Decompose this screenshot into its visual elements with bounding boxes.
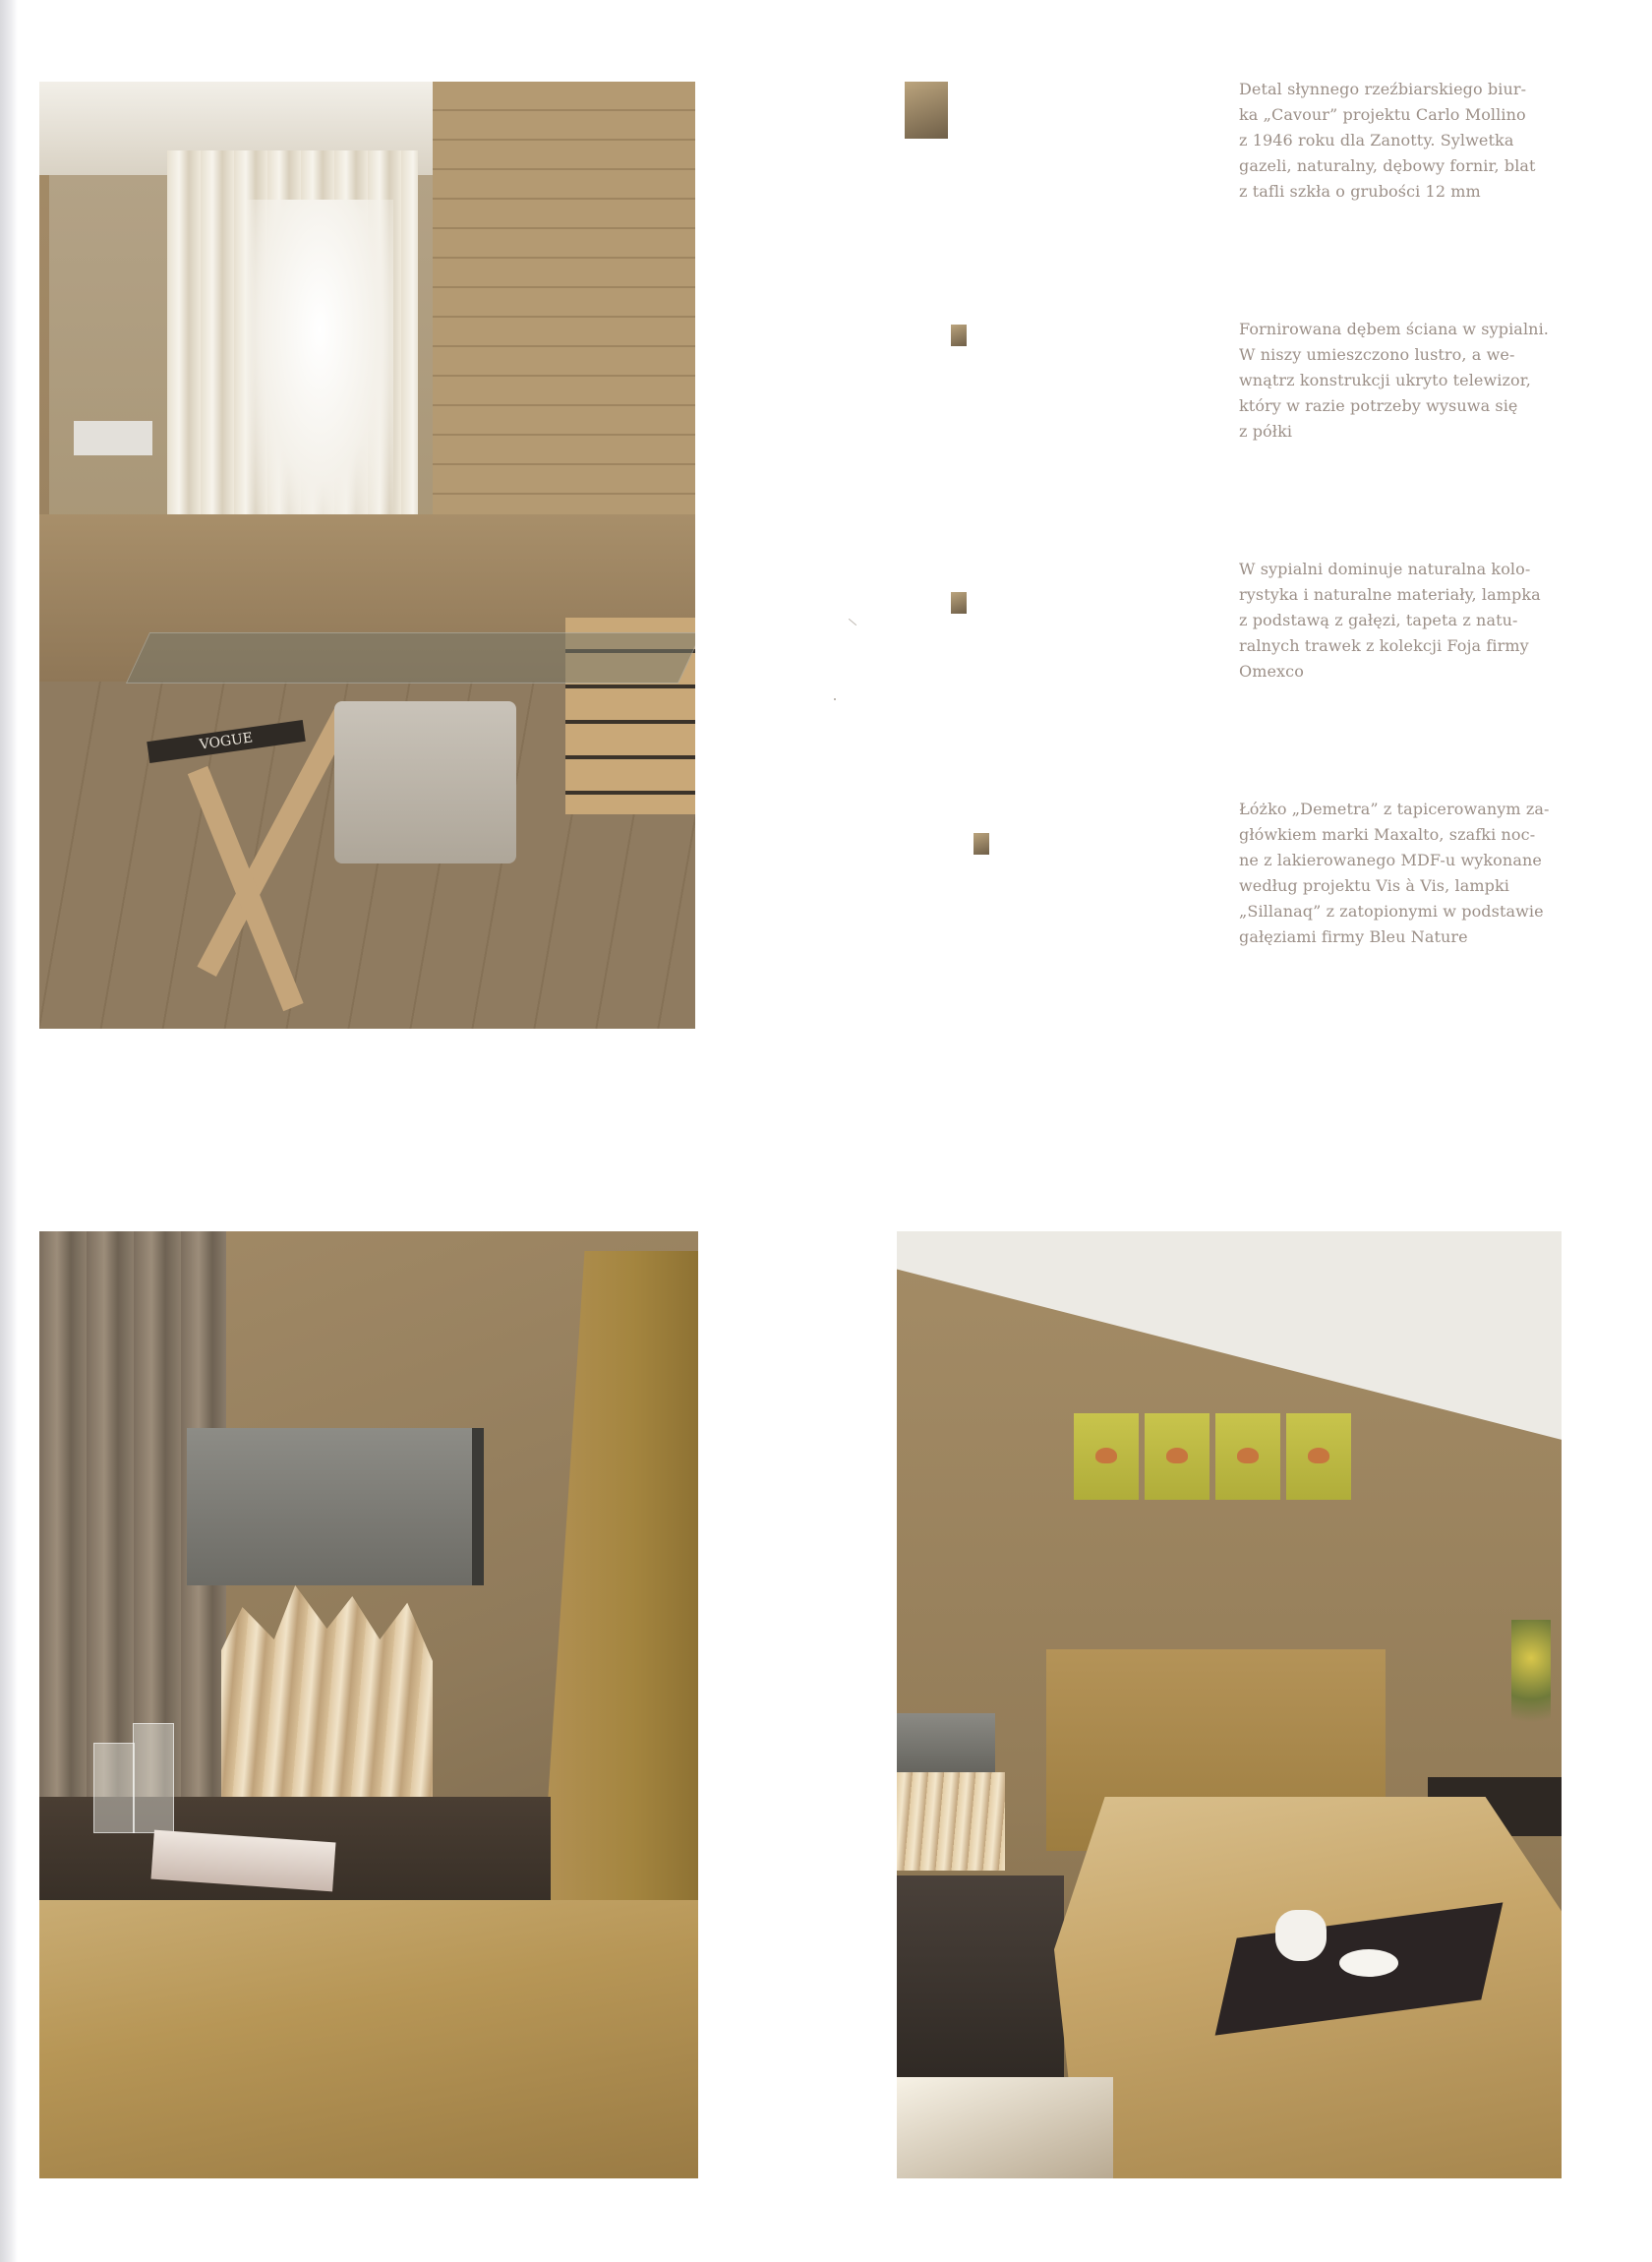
table-lamp <box>74 421 152 455</box>
thumbnail-bed <box>974 833 989 855</box>
photo-bedroom <box>897 1231 1562 2178</box>
paper-speck <box>849 619 856 625</box>
page-binding-edge <box>0 0 18 2262</box>
art-panel <box>1145 1413 1210 1500</box>
magazine: VOGUE <box>147 720 306 763</box>
upholstered-pouf <box>334 701 516 863</box>
desk-glass-top <box>126 632 695 684</box>
photo-bedside-lamp <box>39 1231 698 2178</box>
art-panel <box>1074 1413 1139 1500</box>
lamp-shade-left <box>897 1713 995 1772</box>
teapot <box>1275 1910 1327 1961</box>
plate <box>1339 1949 1398 1977</box>
caption-desk: Detal słynnego rzeźbiarskiego biur- ka „Cavour” projektu Carlo Mollino z 1946 roku dla Zanotty. Sylwetka gazeli, naturalny, dębowy fornir, blat z tafli szkła o grubości 12 mm <box>1239 80 1536 201</box>
photo-cavour-desk <box>39 82 695 1029</box>
flowers <box>1511 1620 1551 1748</box>
sunlit-floor <box>897 2077 1113 2178</box>
lamp-base-left <box>897 1772 1005 1871</box>
lampshade <box>187 1428 472 1585</box>
bed-throw <box>39 1900 698 2178</box>
thumbnail-desk <box>905 82 948 139</box>
carafe <box>133 1723 174 1833</box>
caption-lamp: W sypialni dominuje naturalna kolo- rystyka i naturalne materiały, lampka z podstawą z gałęzi, tapeta z natu- ralnych trawek z kolekcji Foja firmy Omexco <box>1239 560 1541 681</box>
caption-bed: Łóżko „Demetra” z tapicerowanym za- główkiem marki Maxalto, szafki noc- ne z lakierowanego MDF-u wykonane według projektu Vis à Vis, lampki „Sillanaq” z zatopionymi w podstawie gałęziami firmy Bleu Nature <box>1239 800 1550 946</box>
water-glass <box>93 1743 135 1833</box>
art-panel <box>1215 1413 1280 1500</box>
nightstand-left <box>897 1875 1064 2082</box>
paper-speck <box>834 698 836 700</box>
thumbnail-wall <box>951 325 967 346</box>
caption-wall: Fornirowana dębem ściana w sypialni. W niszy umieszczono lustro, a we- wnątrz konstrukcji ukryto telewizor, który w razie potrzeby wysuwa się z półki <box>1239 320 1549 441</box>
thumbnail-lamp <box>951 592 967 614</box>
window-light <box>246 200 393 524</box>
art-panel <box>1286 1413 1351 1500</box>
